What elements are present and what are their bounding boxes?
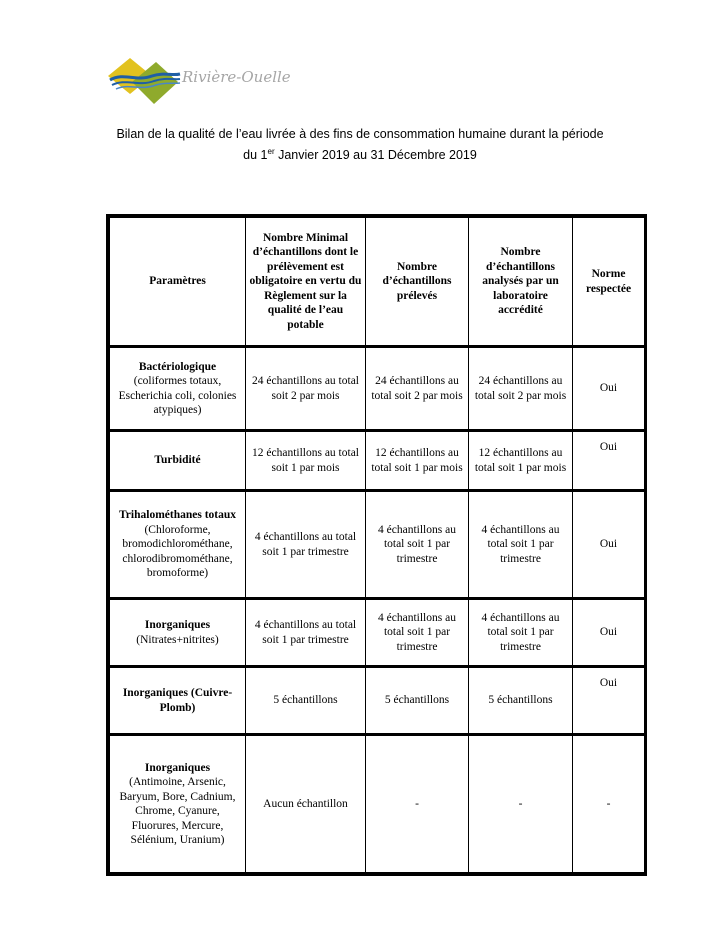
table-row	[110, 491, 645, 599]
header-echantillons-analyses: Nombre d’échantillons analysés par un laboratoire accrédité	[469, 218, 573, 347]
table-row	[110, 735, 645, 873]
table-header-row	[110, 218, 645, 347]
analyses-cell: 24 échantillons au total soit 2 par mois	[469, 347, 573, 431]
analyses-cell: 4 échantillons au total soit 1 par trimestre	[469, 491, 573, 599]
preleves-cell: 24 échantillons au total soit 2 par mois	[366, 347, 469, 431]
minimal-cell: 4 échantillons au total soit 1 par trimestre	[246, 491, 366, 599]
table-row	[110, 347, 645, 431]
analyses-cell: 4 échantillons au total soit 1 par trimestre	[469, 599, 573, 667]
table-row	[110, 667, 645, 735]
parameter-cell: Inorganiques (Cuivre-Plomb)	[110, 667, 246, 735]
minimal-cell: 24 échantillons au total soit 2 par mois	[246, 347, 366, 431]
preleves-cell: 5 échantillons	[366, 667, 469, 735]
preleves-cell: -	[366, 735, 469, 873]
norme-cell: Oui	[573, 347, 645, 431]
document-title-line1: Bilan de la qualité de l’eau livrée à des fins de consommation humaine durant la période	[116, 127, 604, 141]
minimal-cell: 4 échantillons au total soit 1 par trimestre	[246, 599, 366, 667]
water-quality-table	[106, 214, 647, 876]
table-row	[110, 431, 645, 491]
preleves-cell: 4 échantillons au total soit 1 par trimestre	[366, 599, 469, 667]
norme-cell: Oui	[573, 667, 645, 735]
document-title-line2: du 1er Janvier 2019 au 31 Décembre 2019	[243, 147, 477, 163]
rivierre-ouelle-logo	[106, 52, 306, 112]
header-echantillons-preleves: Nombre d’échantillons prélevés	[366, 218, 469, 347]
analyses-cell: -	[469, 735, 573, 873]
logo-text: Rivière-Ouelle	[182, 68, 291, 86]
parameter-cell: Bactériologique (coliformes totaux, Escherichia coli, colonies atypiques)	[110, 347, 246, 431]
minimal-cell: 5 échantillons	[246, 667, 366, 735]
header-norme-respectee: Norme respectée	[573, 218, 645, 347]
analyses-cell: 12 échantillons au total soit 1 par mois	[469, 431, 573, 491]
minimal-cell: 12 échantillons au total soit 1 par mois	[246, 431, 366, 491]
parameter-cell: Inorganiques (Nitrates+nitrites)	[110, 599, 246, 667]
parameter-cell: Trihalométhanes totaux (Chloroforme, bromodichlorométhane, chlorodibromométhane, bromoforme)	[110, 491, 246, 599]
logo-emblem-icon	[106, 52, 182, 112]
minimal-cell: Aucun échantillon	[246, 735, 366, 873]
norme-cell: -	[573, 735, 645, 873]
analyses-cell: 5 échantillons	[469, 667, 573, 735]
norme-cell: Oui	[573, 491, 645, 599]
header-parametres: Paramètres	[110, 218, 246, 347]
norme-cell: Oui	[573, 431, 645, 491]
norme-cell: Oui	[573, 599, 645, 667]
preleves-cell: 4 échantillons au total soit 1 par trimestre	[366, 491, 469, 599]
preleves-cell: 12 échantillons au total soit 1 par mois	[366, 431, 469, 491]
header-nombre-minimal: Nombre Minimal d’échantillons dont le prélèvement est obligatoire en vertu du Règlement sur la qualité de l’eau potable	[246, 218, 366, 347]
parameter-cell: Turbidité	[110, 431, 246, 491]
parameter-cell: Inorganiques (Antimoine, Arsenic, Baryum, Bore, Cadnium, Chrome, Cyanure, Fluorures, Mercure, Sélénium, Uranium)	[110, 735, 246, 873]
table-row	[110, 599, 645, 667]
